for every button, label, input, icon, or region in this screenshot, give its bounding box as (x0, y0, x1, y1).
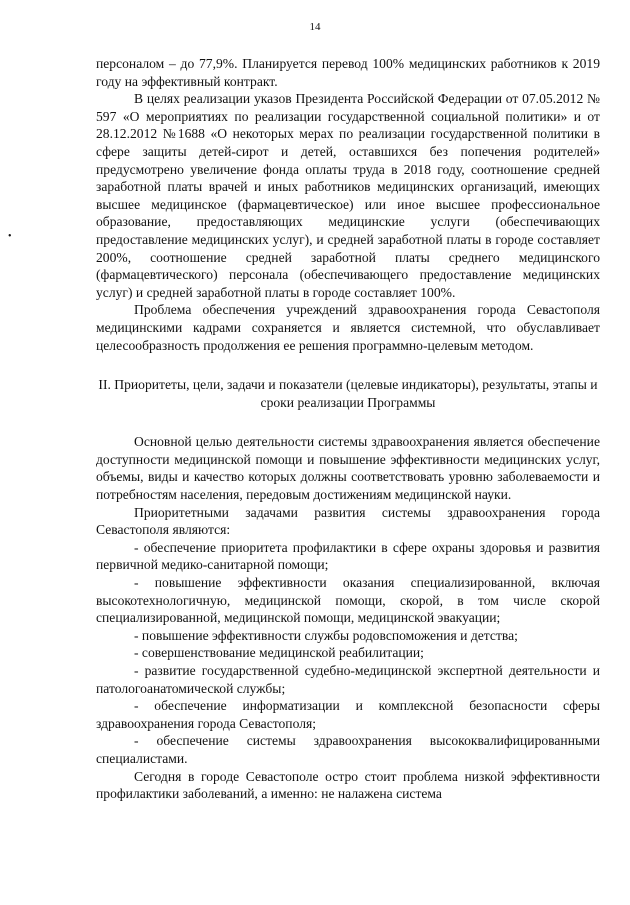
paragraph-3: Проблема обеспечения учреждений здравоохранения города Севастополя медицинскими кадрами сохраняется и является системной, что обуславливает целесообразность продолжения ее решения программно-целевым методом. (96, 302, 600, 353)
paragraph-5: Приоритетными задачами развития системы здравоохранения города Севастополя являются: (96, 504, 600, 538)
paragraph-4: Основной целью деятельности системы здравоохранения является обеспечение доступности медицинской помощи и повышение эффективности медицинских услуг, объемы, виды и качество которых должны соответствовать уровню заболеваемости и потребностям населения, передовым достижениям медицинской науки. (96, 434, 600, 503)
paragraph-6: Сегодня в городе Севастополе остро стоит проблема низкой эффективности профилактики заболеваний, а именно: не налажена система (96, 768, 600, 802)
page-number: 14 (309, 21, 321, 33)
paragraph-1: персоналом – до 77,9%. Планируется перевод 100% медицинских работников к 2019 году на эффективный контракт. (96, 56, 600, 89)
list-item-5: - развитие государственной судебно-медицинской экспертной деятельности и патологоанатомической службы; (96, 663, 600, 696)
margin-mark: • (8, 231, 12, 242)
list-item-3: - повышение эффективности службы родовспоможения и детства; (134, 627, 518, 643)
list-item-1: - обеспечение приоритета профилактики в сфере охраны здоровья и развития первичной медико-санитарной помощи; (96, 539, 600, 573)
list-item-6: - обеспечение информатизации и комплексной безопасности сферы здравоохранения города Севастополя; (96, 698, 600, 731)
list-item-4: - совершенствование медицинской реабилитации; (134, 645, 424, 661)
paragraph-2: В целях реализации указов Президента Российской Федерации от 07.05.2012 № 597 «О мероприятиях по реализации государственной социальной политики» и от 28.12.2012 №1688 «О некоторых мерах по реализации государственной политики в сфере защиты детей-сирот и детей, оставшихся без попечения родителей» предусмотрено увеличение фонда оплаты труда в 2018 году, соотношение средней заработной платы врачей и иных работников медицинских организаций, имеющих высшее медицинское (фармацевтическое) или иное высшее профессиональное образование, предоставляющих медицинские услуги (обеспечивающих предоставление медицинских услуг), и средней заработной платы в городе составляет 200%, соотношение средней заработной платы среднего медицинского (фармацевтического) персонала (обеспечивающего предоставление медицинских услуг) и средней заработной платы в городе составляет 100%. (96, 91, 600, 300)
list-item-2: - повышение эффективности оказания специализированной, включая высокотехнологичную, медицинской помощи, скорой, в том числе скорой специализированной, медицинской помощи, медицинской эвакуации; (96, 575, 600, 626)
list-item-7: - обеспечение системы здравоохранения высококвалифицированными специалистами. (96, 733, 600, 766)
document-body (96, 55, 600, 803)
section-heading: II. Приоритеты, цели, задачи и показатели (целевые индикаторы), результаты, этапы и сроки реализации Программы (98, 377, 598, 410)
